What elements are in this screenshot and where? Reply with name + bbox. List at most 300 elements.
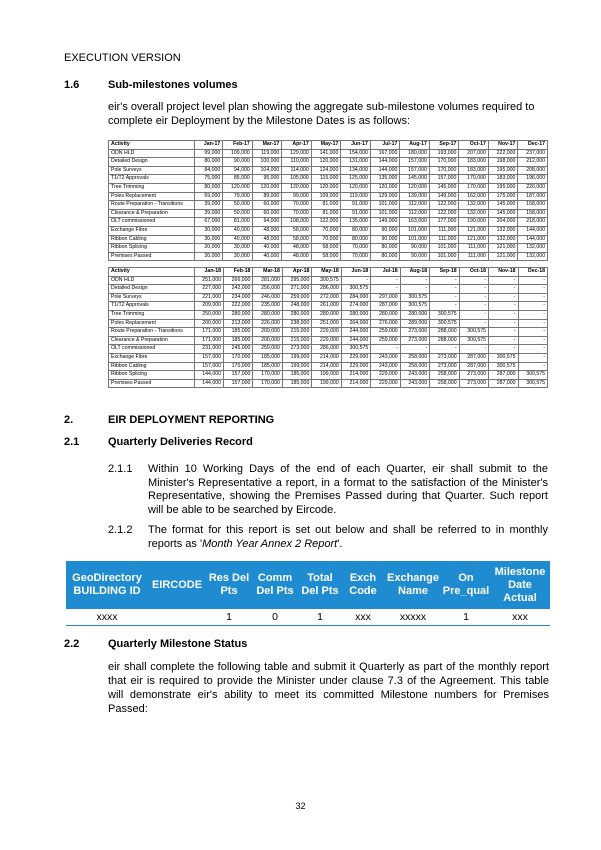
volume-cell: 287,000 bbox=[489, 379, 518, 388]
month-column-header: Apr-18 bbox=[282, 268, 311, 277]
volume-cell: 122,000 bbox=[311, 218, 341, 227]
volume-cell: 124,000 bbox=[311, 166, 341, 175]
volume-cell: 149,000 bbox=[429, 192, 459, 201]
table-row bbox=[109, 302, 548, 311]
volume-cell: 213,000 bbox=[223, 319, 252, 328]
volume-cell: 101,000 bbox=[429, 244, 459, 253]
volume-cell: 234,000 bbox=[223, 293, 252, 302]
volume-cell: 134,000 bbox=[341, 166, 371, 175]
volume-cell: 58,000 bbox=[282, 226, 312, 235]
volume-cell: 90,000 bbox=[400, 244, 430, 253]
table-row bbox=[109, 175, 548, 184]
activity-cell: OLT commissioned bbox=[109, 345, 195, 354]
volume-cell: 145,000 bbox=[400, 175, 430, 184]
volume-cell: 243,000 bbox=[400, 379, 429, 388]
volume-cell: 20,000 bbox=[194, 244, 223, 253]
volume-cell: 300,575 bbox=[489, 362, 518, 371]
month-column-header: Mar-17 bbox=[252, 141, 282, 150]
volume-cell: 111,000 bbox=[429, 226, 459, 235]
volume-cell: 111,000 bbox=[429, 235, 459, 244]
volume-cell: 251,000 bbox=[194, 276, 223, 285]
volume-cell: 183,000 bbox=[459, 158, 489, 167]
volume-cell: 199,000 bbox=[312, 379, 341, 388]
eircode-cell bbox=[148, 609, 206, 625]
exchange-name-header: Exchange Name bbox=[387, 572, 439, 597]
month-column-header: Nov-17 bbox=[488, 141, 518, 150]
volume-cell: - bbox=[459, 310, 488, 319]
volume-cell: 204,000 bbox=[488, 218, 518, 227]
volume-cell: 214,000 bbox=[341, 371, 370, 380]
volume-cell: 273,000 bbox=[282, 345, 311, 354]
volume-cell: 90,000 bbox=[370, 235, 400, 244]
activity-cell: Route Preparation - Transitions bbox=[109, 328, 195, 337]
exch-code-header: Exch Code bbox=[349, 572, 377, 597]
volume-cell: 244,000 bbox=[341, 328, 370, 337]
volume-cell: 170,000 bbox=[223, 362, 252, 371]
volume-cell: 99,000 bbox=[194, 149, 223, 158]
volume-cell: 185,000 bbox=[223, 336, 252, 345]
volume-cell: 185,000 bbox=[223, 328, 252, 337]
volume-cell: 132,000 bbox=[459, 209, 489, 218]
volume-cell: 154,000 bbox=[341, 149, 371, 158]
table-row bbox=[109, 371, 548, 380]
volume-cell: 215,000 bbox=[282, 328, 311, 337]
volume-cell: 286,000 bbox=[312, 345, 341, 354]
activity-cell: Ribbon Cabling bbox=[109, 235, 195, 244]
table-row bbox=[109, 328, 548, 337]
volume-cell: 208,000 bbox=[518, 166, 548, 175]
volume-cell: 300,575 bbox=[518, 371, 547, 380]
activity-cell: Clearance & Preparation bbox=[109, 336, 195, 345]
volume-cell: - bbox=[459, 345, 488, 354]
volume-cell: 238,000 bbox=[282, 319, 311, 328]
table-row bbox=[109, 209, 548, 218]
volume-cell: - bbox=[459, 302, 488, 311]
section-title: Sub-milestones volumes bbox=[108, 79, 238, 91]
volume-cell: 300,575 bbox=[341, 345, 370, 354]
month-column-header: Sep-18 bbox=[430, 268, 459, 277]
volume-cell: 185,000 bbox=[253, 362, 282, 371]
volume-cell: 248,000 bbox=[282, 302, 311, 311]
volume-cell: 300,575 bbox=[312, 276, 341, 285]
volume-cell: 273,000 bbox=[430, 362, 459, 371]
volume-cell: 20,000 bbox=[194, 252, 223, 261]
volume-cell: 281,000 bbox=[253, 276, 282, 285]
volume-cell: 94,000 bbox=[223, 166, 253, 175]
volume-cell: 300,575 bbox=[518, 379, 547, 388]
volume-cell: 157,000 bbox=[429, 175, 459, 184]
month-column-header: Apr-17 bbox=[282, 141, 312, 150]
volume-cell: 185,000 bbox=[282, 371, 311, 380]
volume-cell: 157,000 bbox=[223, 379, 252, 388]
activity-cell: Ribbon Splicing bbox=[109, 371, 195, 380]
month-column-header: Feb-18 bbox=[223, 268, 252, 277]
volume-cell: 122,000 bbox=[429, 209, 459, 218]
volume-cell: 300,575 bbox=[489, 353, 518, 362]
volume-cell: 125,000 bbox=[341, 175, 371, 184]
volume-cell: - bbox=[459, 285, 488, 294]
volume-cell: 200,000 bbox=[253, 336, 282, 345]
section-heading-2-2 bbox=[64, 638, 247, 650]
month-column-header: Jul-18 bbox=[371, 268, 400, 277]
month-column-header: Aug-17 bbox=[400, 141, 430, 150]
activity-cell: ODN HLD bbox=[109, 149, 195, 158]
volume-cell: 120,000 bbox=[311, 158, 341, 167]
volume-cell: 84,000 bbox=[194, 166, 223, 175]
table-row bbox=[109, 201, 548, 210]
section-title: Quarterly Milestone Status bbox=[108, 638, 248, 650]
volume-cell: 259,000 bbox=[371, 336, 400, 345]
table-row bbox=[109, 235, 548, 244]
volume-cell: - bbox=[430, 302, 459, 311]
volume-cell: 280,000 bbox=[282, 310, 311, 319]
volume-cell: - bbox=[518, 336, 547, 345]
volume-cell: 273,000 bbox=[459, 379, 488, 388]
volume-cell: 67,000 bbox=[194, 218, 223, 227]
volume-cell: 200,000 bbox=[194, 319, 223, 328]
table-header-row bbox=[109, 268, 548, 277]
volume-cell: 170,000 bbox=[459, 175, 489, 184]
volume-cell: 258,000 bbox=[430, 371, 459, 380]
month-column-header: Aug-18 bbox=[400, 268, 429, 277]
volume-cell: 195,000 bbox=[488, 183, 518, 192]
volume-cell: 112,000 bbox=[400, 209, 430, 218]
volume-cell: 30,000 bbox=[194, 226, 223, 235]
volume-cell: 190,000 bbox=[459, 218, 489, 227]
month-column-header: Oct-18 bbox=[459, 268, 488, 277]
volume-cell: 50,000 bbox=[223, 209, 253, 218]
section-number: 1.6 bbox=[64, 79, 80, 91]
volume-cell: 80,000 bbox=[194, 158, 223, 167]
volume-cell: 60,000 bbox=[252, 201, 282, 210]
clause-text: Within 10 Working Days of the end of each Quarter, eir shall submit to the Minister's Representative a report, in a format to the satisfaction of the Minister's Representative, showing the Premises Passed during that Quarter. Such report will be able to be searched by Eircode. bbox=[148, 463, 548, 516]
volume-cell: 115,000 bbox=[311, 175, 341, 184]
volume-cell: 297,000 bbox=[371, 293, 400, 302]
volume-cell: 48,000 bbox=[252, 235, 282, 244]
activity-cell: Poles Replacement bbox=[109, 319, 195, 328]
volume-cell: 144,000 bbox=[194, 371, 223, 380]
volume-cell: 259,000 bbox=[253, 345, 282, 354]
volume-cell: 163,000 bbox=[400, 218, 430, 227]
volume-cell: 145,000 bbox=[488, 201, 518, 210]
clause-text-end: '. bbox=[337, 537, 343, 550]
volume-cell: 170,000 bbox=[459, 183, 489, 192]
volume-cell: 101,000 bbox=[370, 209, 400, 218]
volume-cell: 120,000 bbox=[400, 183, 430, 192]
volume-cell: 185,000 bbox=[253, 353, 282, 362]
volume-cell: 300,575 bbox=[459, 336, 488, 345]
volume-cell: 157,000 bbox=[194, 362, 223, 371]
exch-code-cell: xxx bbox=[355, 611, 371, 623]
volume-cell: - bbox=[400, 345, 429, 354]
volume-cell: 199,000 bbox=[312, 371, 341, 380]
volume-cell: 229,000 bbox=[341, 353, 370, 362]
volume-cell: 120,000 bbox=[370, 183, 400, 192]
volume-cell: 171,000 bbox=[194, 328, 223, 337]
document-header: EXECUTION VERSION bbox=[64, 52, 181, 64]
activity-cell: Detailed Design bbox=[109, 285, 195, 294]
month-column-header: Sep-17 bbox=[429, 141, 459, 150]
volumes-table-2018 bbox=[108, 267, 548, 388]
volume-cell: 300,575 bbox=[400, 302, 429, 311]
table-row bbox=[109, 345, 548, 354]
volume-cell: 243,000 bbox=[371, 362, 400, 371]
clause-number: 2.1.1 bbox=[108, 463, 133, 475]
volume-cell: 129,000 bbox=[370, 192, 400, 201]
comm-del-pts-cell: 0 bbox=[272, 611, 278, 623]
report-format-header bbox=[66, 561, 550, 609]
volume-cell: 39,000 bbox=[194, 201, 223, 210]
volume-cell: 30,000 bbox=[194, 235, 223, 244]
table-row bbox=[109, 252, 548, 261]
section-heading-2 bbox=[64, 414, 274, 426]
activity-column-header: Activity bbox=[109, 268, 195, 277]
volume-cell: - bbox=[518, 353, 547, 362]
volume-cell: 258,000 bbox=[400, 353, 429, 362]
volume-cell: 101,000 bbox=[400, 226, 430, 235]
volume-cell: 187,000 bbox=[518, 192, 548, 201]
activity-cell: Route Preparation - Transitions bbox=[109, 201, 195, 210]
volume-cell: 70,000 bbox=[341, 252, 371, 261]
volume-cell: - bbox=[518, 310, 547, 319]
volume-cell: 170,000 bbox=[429, 166, 459, 175]
section-number: 2.2 bbox=[64, 638, 80, 650]
volume-cell: 101,000 bbox=[370, 201, 400, 210]
volume-cell: 121,000 bbox=[488, 244, 518, 253]
volume-cell: 58,000 bbox=[311, 244, 341, 253]
volume-cell: 157,000 bbox=[223, 371, 252, 380]
volume-cell: 273,000 bbox=[400, 328, 429, 337]
volume-cell: 229,000 bbox=[312, 336, 341, 345]
geodirectory-id-cell: xxxx bbox=[96, 611, 118, 623]
volume-cell: 101,000 bbox=[429, 252, 459, 261]
month-column-header: Dec-17 bbox=[518, 141, 548, 150]
activity-cell: Detailed Design bbox=[109, 158, 195, 167]
on-prequal-cell: 1 bbox=[463, 611, 469, 623]
volume-cell: 237,000 bbox=[518, 149, 548, 158]
volume-cell: 300,575 bbox=[341, 285, 370, 294]
milestone-status-paragraph: eir shall complete the following table and submit it Quarterly as part of the monthly report that eir is required to provide the Minister under clause 7.3 of the Agreement. This table will demonstrate eir's ability to meet its committed Milestone numbers for Premises Passed: bbox=[108, 661, 549, 715]
volume-cell: 90,000 bbox=[400, 252, 430, 261]
section-number: 2.1 bbox=[64, 436, 80, 448]
activity-cell: Tree Trimming bbox=[109, 310, 195, 319]
volume-cell: - bbox=[459, 293, 488, 302]
volume-cell: 280,000 bbox=[400, 310, 429, 319]
table-row bbox=[109, 353, 548, 362]
res-del-pts-header: Res Del Pts bbox=[208, 572, 250, 597]
volume-cell: 120,000 bbox=[282, 183, 312, 192]
activity-cell: Premises Passed bbox=[109, 252, 195, 261]
volume-cell: 122,000 bbox=[429, 201, 459, 210]
volume-cell: - bbox=[430, 276, 459, 285]
volume-cell: 70,000 bbox=[282, 201, 312, 210]
table-row bbox=[109, 336, 548, 345]
volume-cell: 39,000 bbox=[194, 209, 223, 218]
volume-cell: 120,000 bbox=[341, 183, 371, 192]
volume-cell: 157,000 bbox=[400, 166, 430, 175]
volume-cell: 287,000 bbox=[459, 353, 488, 362]
volume-cell: 50,000 bbox=[223, 201, 253, 210]
volume-cell: 132,000 bbox=[459, 201, 489, 210]
volume-cell: 235,000 bbox=[253, 302, 282, 311]
volume-cell: 149,000 bbox=[370, 218, 400, 227]
volume-cell: - bbox=[489, 293, 518, 302]
volume-cell: 108,000 bbox=[282, 218, 312, 227]
table-row bbox=[109, 183, 548, 192]
volume-cell: 258,000 bbox=[430, 379, 459, 388]
volume-cell: - bbox=[518, 302, 547, 311]
section-heading-1-6 bbox=[64, 79, 238, 91]
volume-cell: - bbox=[430, 285, 459, 294]
volume-cell: 121,000 bbox=[488, 252, 518, 261]
activity-column-header: Activity bbox=[109, 141, 195, 150]
volume-cell: 105,000 bbox=[282, 175, 312, 184]
volume-cell: - bbox=[400, 276, 429, 285]
volume-cell: 229,000 bbox=[312, 328, 341, 337]
volume-cell: 135,000 bbox=[370, 175, 400, 184]
volume-cell: 40,000 bbox=[252, 252, 282, 261]
volume-cell: 80,000 bbox=[341, 226, 371, 235]
volume-cell: 272,000 bbox=[312, 293, 341, 302]
month-column-header: Jan-17 bbox=[194, 141, 223, 150]
table-row bbox=[109, 244, 548, 253]
volume-cell: 258,000 bbox=[400, 362, 429, 371]
table-row bbox=[109, 158, 548, 167]
volume-cell: 300,575 bbox=[400, 293, 429, 302]
volume-cell: 287,000 bbox=[371, 302, 400, 311]
volume-cell: 226,000 bbox=[253, 319, 282, 328]
volume-cell: 209,000 bbox=[194, 302, 223, 311]
volume-cell: - bbox=[341, 276, 370, 285]
volume-cell: 70,000 bbox=[282, 209, 312, 218]
volume-cell: 141,000 bbox=[311, 149, 341, 158]
table-row bbox=[109, 166, 548, 175]
volume-cell: 175,000 bbox=[488, 192, 518, 201]
res-del-pts-cell: 1 bbox=[226, 611, 232, 623]
total-del-pts-cell: 1 bbox=[317, 611, 323, 623]
volume-cell: - bbox=[371, 276, 400, 285]
volume-cell: 158,000 bbox=[518, 209, 548, 218]
total-del-pts-header: Total Del Pts bbox=[301, 572, 339, 597]
volume-cell: 80,000 bbox=[370, 252, 400, 261]
volume-cell: 132,000 bbox=[518, 252, 548, 261]
page-number: 32 bbox=[295, 801, 306, 811]
volume-cell: 244,000 bbox=[341, 336, 370, 345]
volume-cell: 79,000 bbox=[223, 192, 253, 201]
section-number: 2. bbox=[64, 414, 74, 426]
volume-cell: - bbox=[489, 310, 518, 319]
month-column-header: Jul-17 bbox=[370, 141, 400, 150]
volume-cell: 287,000 bbox=[459, 362, 488, 371]
volume-cell: 170,000 bbox=[253, 371, 282, 380]
activity-cell: Premises Passed bbox=[109, 379, 195, 388]
volume-cell: 288,000 bbox=[430, 328, 459, 337]
volume-cell: 245,000 bbox=[223, 345, 252, 354]
volume-cell: 30,000 bbox=[223, 252, 253, 261]
intro-paragraph: eir's overall project level plan showing the aggregate sub-milestone volumes required to complete eir Deployment by the Milestone Dates is as follows: bbox=[108, 101, 535, 127]
volume-cell: 243,000 bbox=[400, 371, 429, 380]
volume-cell: 95,000 bbox=[252, 175, 282, 184]
volume-cell: 135,000 bbox=[341, 218, 371, 227]
activity-cell: Ribbon Splicing bbox=[109, 244, 195, 253]
month-column-header: May-17 bbox=[311, 141, 341, 150]
volume-cell: 288,000 bbox=[430, 336, 459, 345]
volume-cell: - bbox=[459, 276, 488, 285]
volume-cell: 261,000 bbox=[312, 302, 341, 311]
volume-cell: 70,000 bbox=[341, 244, 371, 253]
activity-cell: Tree Trimming bbox=[109, 183, 195, 192]
milestone-date-actual-cell: xxx bbox=[512, 611, 528, 623]
volume-cell: 180,000 bbox=[400, 149, 430, 158]
volume-cell: 81,000 bbox=[223, 218, 253, 227]
volume-cell: 171,000 bbox=[194, 336, 223, 345]
volume-cell: 70,000 bbox=[311, 226, 341, 235]
table-row bbox=[109, 218, 548, 227]
volume-cell: 229,000 bbox=[371, 379, 400, 388]
volume-cell: 221,000 bbox=[194, 293, 223, 302]
month-column-header: Mar-18 bbox=[253, 268, 282, 277]
volume-cell: 280,000 bbox=[371, 310, 400, 319]
activity-cell: Poles Replacement bbox=[109, 192, 195, 201]
volume-cell: 271,000 bbox=[282, 285, 311, 294]
volume-cell: 246,000 bbox=[253, 293, 282, 302]
on-prequal-header: On Pre_qual bbox=[442, 572, 490, 597]
volume-cell: 81,000 bbox=[311, 209, 341, 218]
volume-cell: - bbox=[489, 319, 518, 328]
volume-cell: 111,000 bbox=[459, 244, 489, 253]
volume-cell: 183,000 bbox=[459, 166, 489, 175]
table-row bbox=[109, 149, 548, 158]
volume-cell: 104,000 bbox=[252, 166, 282, 175]
volume-cell: - bbox=[371, 285, 400, 294]
activity-cell: Exchange Fibre bbox=[109, 226, 195, 235]
volume-cell: 90,000 bbox=[370, 226, 400, 235]
volume-cell: - bbox=[459, 319, 488, 328]
volume-cell: 157,000 bbox=[400, 158, 430, 167]
volume-cell: 193,000 bbox=[429, 149, 459, 158]
volume-cell: 109,000 bbox=[311, 192, 341, 201]
volume-cell: 167,000 bbox=[370, 149, 400, 158]
volume-cell: 48,000 bbox=[282, 244, 312, 253]
volume-cell: 214,000 bbox=[312, 353, 341, 362]
volume-cell: 144,000 bbox=[518, 235, 548, 244]
month-column-header: May-18 bbox=[312, 268, 341, 277]
volume-cell: 280,000 bbox=[341, 310, 370, 319]
table-header-row bbox=[109, 141, 548, 150]
volume-cell: 144,000 bbox=[370, 166, 400, 175]
volume-cell: 177,000 bbox=[429, 218, 459, 227]
clause-text-start: The format for this report is set out below and shall be referred to in monthly reports as ' bbox=[148, 524, 548, 550]
volume-cell: - bbox=[518, 285, 547, 294]
volume-cell: 40,000 bbox=[223, 226, 253, 235]
table-row bbox=[109, 192, 548, 201]
volume-cell: 48,000 bbox=[252, 226, 282, 235]
volume-cell: 157,000 bbox=[194, 353, 223, 362]
volume-cell: 220,000 bbox=[518, 183, 548, 192]
volume-cell: 162,000 bbox=[459, 192, 489, 201]
volume-cell: - bbox=[518, 293, 547, 302]
activity-cell: Pole Surveys bbox=[109, 166, 195, 175]
volume-cell: 30,000 bbox=[223, 244, 253, 253]
volume-cell: 120,000 bbox=[223, 183, 253, 192]
table-row bbox=[109, 293, 548, 302]
volume-cell: - bbox=[430, 345, 459, 354]
table-row bbox=[109, 310, 548, 319]
clause-number: 2.1.2 bbox=[108, 524, 133, 536]
volume-cell: - bbox=[489, 345, 518, 354]
volume-cell: 284,000 bbox=[341, 293, 370, 302]
volume-cell: 94,000 bbox=[252, 218, 282, 227]
